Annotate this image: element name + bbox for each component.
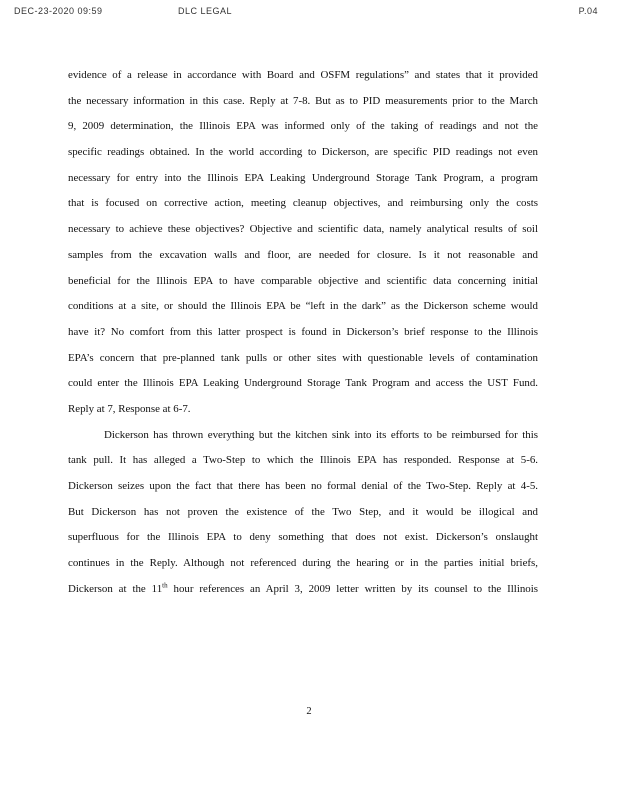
body-line-13: could enter the Illinois EPA Leaking Underground Storage Tank Program and access the UST Fund. <box>68 377 538 390</box>
final-line-end: hour references an April 3, 2009 letter written by its counsel to the Illinois <box>167 582 538 595</box>
page-number: 2 <box>306 706 312 717</box>
body-line-14: Reply at 7, Response at 6-7. <box>68 402 191 415</box>
body-line-16: tank pull. It has alleged a Two-Step to which the Illinois EPA has responded. Response at 5-6. <box>68 454 538 467</box>
body-line-21 <box>68 582 538 608</box>
body-line-19: superfluous for the Illinois EPA to deny something that does not exist. Dickerson’s onslaught <box>68 531 538 544</box>
body-line-20: continues in the Reply. Although not referenced during the hearing or in the parties initial briefs, <box>68 557 538 570</box>
body-line-12: EPA’s concern that pre-planned tank pulls or other sites with questionable levels of contamination <box>68 351 538 364</box>
body-line-15: Dickerson has thrown everything but the kitchen sink into its efforts to be reimbursed for this <box>104 428 538 441</box>
body-line-2: the necessary information in this case. Reply at 7-8. But as to PID measurements prior to the March <box>68 94 538 107</box>
body-line-17: Dickerson seizes upon the fact that there has been no formal denial of the Two-Step. Reply at 4-5. <box>68 480 538 492</box>
fax-sender: DLC LEGAL <box>178 6 233 16</box>
body-line-5: necessary for entry into the Illinois EPA Leaking Underground Storage Tank Program, a program <box>68 171 538 184</box>
body-line-4: specific readings obtained. In the world according to Dickerson, are specific PID readings not even <box>68 146 538 159</box>
body-line-9: beneficial for the Illinois EPA to have comparable objective and scientific data concerning initial <box>68 274 538 287</box>
final-line-start: Dickerson at the 11 <box>68 582 163 595</box>
body-line-11: have it? No comfort from this latter prospect is found in Dickerson’s brief response to the Illinois <box>68 325 538 338</box>
fax-page-number: P.04 <box>578 6 598 16</box>
body-line-6: that is focused on corrective action, meeting cleanup objectives, and reimbursing only the costs <box>68 197 538 210</box>
fax-header <box>0 6 618 20</box>
final-line-superscript: th <box>162 581 168 590</box>
body-line-3: 9, 2009 determination, the Illinois EPA was informed only of the taking of readings and not the <box>68 120 538 133</box>
fax-date: DEC-23-2020 09:59 <box>14 6 103 16</box>
body-line-10: conditions at a site, or should the Illinois EPA be “left in the dark” as the Dickerson scheme would <box>68 300 538 313</box>
document-body <box>68 68 538 607</box>
body-line-18: But Dickerson has not proven the existence of the Two Step, and it would be illogical and <box>68 505 538 518</box>
body-line-8: samples from the excavation walls and floor, are needed for closure. Is it not reasonable and <box>68 248 538 261</box>
body-line-1: evidence of a release in accordance with Board and OSFM regulations” and states that it provided <box>68 69 538 81</box>
body-line-7: necessary to achieve these objectives? Objective and scientific data, namely analytical results of soil <box>68 223 538 236</box>
